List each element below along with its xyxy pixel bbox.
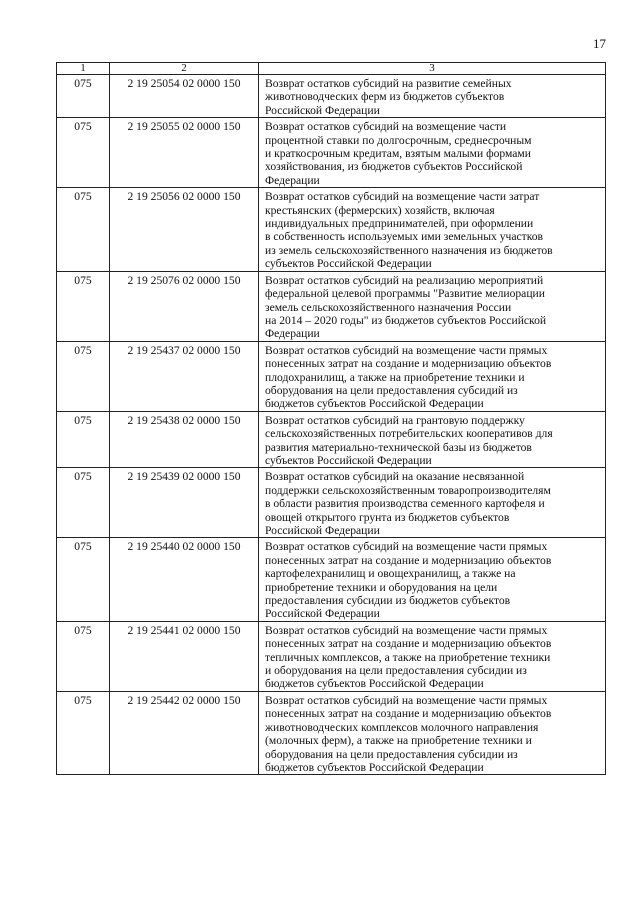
budget-codes-table [56, 62, 606, 775]
table-row [57, 468, 606, 538]
description-line: поддержки сельскохозяйственным товаропроизводителям [265, 483, 551, 497]
column-header-1: 1 [57, 63, 110, 75]
description-line: оборудования на цели предоставления субсидий из [265, 383, 518, 397]
description-line: в собственность используемых ими земельных участков [265, 230, 544, 244]
description-cell [259, 75, 606, 118]
table-row [57, 75, 606, 118]
budget-code-cell: 2 19 25442 02 0000 150 [110, 691, 259, 774]
description-line: бюджетов субъектов Российской Федерации [265, 397, 484, 411]
description-line: животноводческих ферм из бюджетов субъектов [265, 90, 505, 104]
description-cell [259, 271, 606, 341]
description-line: понесенных затрат на создание и модернизацию объектов [265, 707, 552, 721]
description-line: понесенных затрат на создание и модернизацию объектов [265, 357, 552, 371]
description-line: федеральной целевой программы "Развитие мелиорации [265, 287, 545, 301]
admin-code-cell: 075 [57, 468, 110, 538]
table-row [57, 188, 606, 271]
description-line: Возврат остатков субсидий на реализацию мероприятий [265, 273, 544, 287]
description-line: бюджетов субъектов Российской Федерации [265, 677, 484, 691]
description-line: Федерации [265, 173, 320, 187]
admin-code-cell: 075 [57, 691, 110, 774]
admin-code-cell: 075 [57, 621, 110, 691]
description-cell [259, 691, 606, 774]
description-line: из земель сельскохозяйственного назначения из бюджетов [265, 243, 553, 257]
description-line: Возврат остатков субсидий на возмещение части прямых [265, 540, 548, 554]
description-line: Возврат остатков субсидий на возмещение части прямых [265, 343, 548, 357]
description-cell [259, 341, 606, 411]
admin-code-cell: 075 [57, 411, 110, 468]
table-row [57, 118, 606, 188]
table-row [57, 621, 606, 691]
budget-code-cell: 2 19 25440 02 0000 150 [110, 538, 259, 621]
description-cell [259, 188, 606, 271]
budget-code-cell: 2 19 25076 02 0000 150 [110, 271, 259, 341]
description-cell [259, 118, 606, 188]
description-line: крестьянских (фермерских) хозяйств, включая [265, 203, 495, 217]
description-line: Возврат остатков субсидий на возмещение части затрат [265, 190, 540, 204]
description-line: Возврат остатков субсидий на развитие семейных [265, 77, 512, 90]
page-number: 17 [593, 36, 606, 51]
description-line: (молочных ферм), а также на приобретение техники и [265, 734, 532, 748]
description-line: Возврат остатков субсидий на возмещение части прямых [265, 693, 548, 707]
budget-code-cell: 2 19 25055 02 0000 150 [110, 118, 259, 188]
table-header-row [57, 63, 606, 75]
budget-code-cell: 2 19 25054 02 0000 150 [110, 75, 259, 118]
description-line: и оборудования на цели предоставления субсидии из [265, 664, 527, 678]
description-line: бюджетов субъектов Российской Федерации [265, 760, 484, 774]
description-line: хозяйствования, из бюджетов субъектов Российской [265, 160, 523, 174]
description-line: на 2014 – 2020 годы" из бюджетов субъектов Российской [265, 313, 547, 327]
description-line: Возврат остатков субсидий на возмещение части прямых [265, 623, 548, 637]
budget-code-cell: 2 19 25056 02 0000 150 [110, 188, 259, 271]
description-line: плодохранилищ, а также на приобретение техники и [265, 370, 525, 384]
description-line: тепличных комплексов, а также на приобретение техники [265, 650, 551, 664]
description-line: предоставления субсидии из бюджетов субъектов [265, 594, 511, 608]
description-cell [259, 621, 606, 691]
description-line: индивидуальных предпринимателей, при оформлении [265, 217, 534, 231]
description-line: Российской Федерации [265, 103, 380, 117]
table-row [57, 411, 606, 468]
description-line: Возврат остатков субсидий на оказание несвязанной [265, 470, 525, 484]
description-line: оборудования на цели предоставления субсидии из [265, 747, 518, 761]
description-line: субъектов Российской Федерации [265, 453, 432, 467]
budget-code-cell: 2 19 25439 02 0000 150 [110, 468, 259, 538]
admin-code-cell: 075 [57, 75, 110, 118]
description-line: приобретение техники и оборудования на цели [265, 580, 498, 594]
table-row [57, 691, 606, 774]
table-row [57, 271, 606, 341]
description-line: и краткосрочным кредитам, взятым малыми формами [265, 147, 531, 161]
description-line: субъектов Российской Федерации [265, 257, 432, 271]
admin-code-cell: 075 [57, 118, 110, 188]
description-line: Федерации [265, 327, 320, 341]
description-line: понесенных затрат на создание и модернизацию объектов [265, 553, 552, 567]
table-row [57, 341, 606, 411]
description-line: овощей открытого грунта из бюджетов субъектов [265, 510, 510, 524]
description-line: сельскохозяйственных потребительских кооперативов для [265, 427, 553, 441]
description-line: Возврат остатков субсидий на возмещение части [265, 120, 507, 134]
admin-code-cell: 075 [57, 538, 110, 621]
table-row [57, 538, 606, 621]
admin-code-cell: 075 [57, 188, 110, 271]
description-line: развития материально-технической базы из бюджетов [265, 440, 532, 454]
description-cell [259, 411, 606, 468]
admin-code-cell: 075 [57, 341, 110, 411]
column-header-3: 3 [259, 63, 606, 75]
budget-code-cell: 2 19 25437 02 0000 150 [110, 341, 259, 411]
description-line: Возврат остатков субсидий на грантовую поддержку [265, 413, 525, 427]
budget-code-cell: 2 19 25438 02 0000 150 [110, 411, 259, 468]
description-line: животноводческих комплексов молочного направления [265, 720, 539, 734]
description-line: картофелехранилищ и овощехранилищ, а также на [265, 567, 516, 581]
column-header-2: 2 [110, 63, 259, 75]
admin-code-cell: 075 [57, 271, 110, 341]
description-line: процентной ставки по долгосрочным, среднесрочным [265, 133, 532, 147]
description-line: Российской Федерации [265, 607, 380, 621]
description-cell [259, 538, 606, 621]
description-line: земель сельскохозяйственного назначения России [265, 300, 512, 314]
budget-code-cell: 2 19 25441 02 0000 150 [110, 621, 259, 691]
description-cell [259, 468, 606, 538]
description-line: понесенных затрат на создание и модернизацию объектов [265, 637, 552, 651]
description-line: Российской Федерации [265, 524, 380, 537]
description-line: в области развития производства семенного картофеля и [265, 497, 545, 511]
